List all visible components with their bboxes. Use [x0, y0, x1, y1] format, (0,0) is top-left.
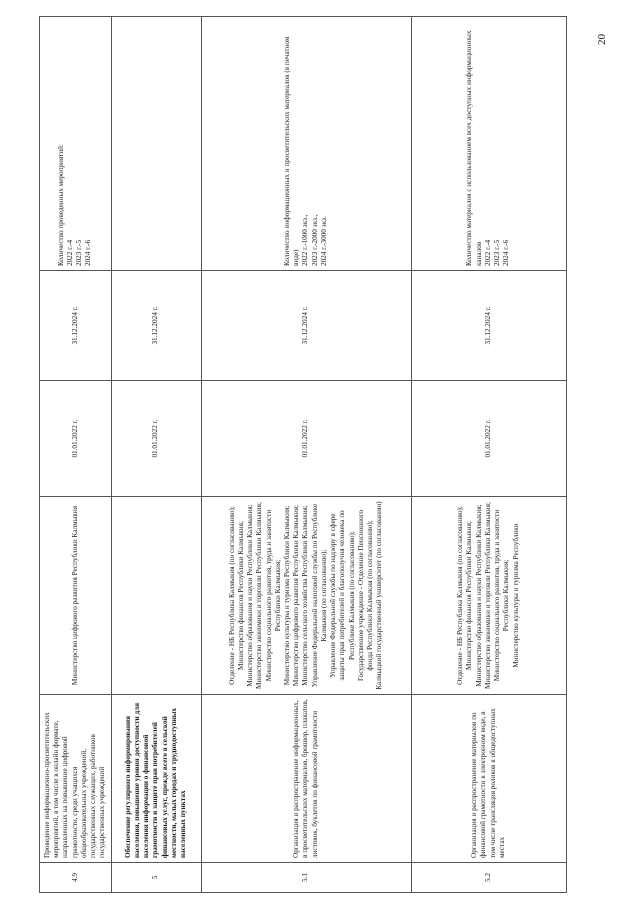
- executor-line: Министерство финансов Республики Калмыкия;: [465, 521, 474, 670]
- executor-line: Министерство цифрового развития Республики Калмыкия: [70, 505, 79, 686]
- indicator-line: Количество проведенных мероприятий:: [56, 143, 65, 266]
- start-date: 01.01.2022 г.: [111, 381, 201, 497]
- executor-line: Калмыцкий государственный университет (по согласованию): [375, 501, 384, 690]
- start-date: 01.01.2022 г.: [40, 381, 112, 497]
- table-row: [111, 17, 201, 893]
- executor-line: Министерство экономики и торговли Республики Калмыкия;: [483, 502, 492, 689]
- executor-line: Управление Федеральной налоговой службы по Республике Калмыкия (по согласованию);: [310, 503, 328, 688]
- executor-line: Государственное учреждение - Отделение Пенсионного фонда Республики Калмыкия (по согласованию);: [356, 510, 374, 681]
- executors-cell: [411, 497, 566, 695]
- start-date: 01.01.2022 г.: [201, 381, 411, 497]
- executor-line: Министерство культуры и туризма Республики Калмыкия;: [282, 505, 291, 686]
- indicator-line: 2024 г.-3000 экз.: [319, 216, 328, 266]
- executors-cell: [201, 497, 411, 695]
- start-date: 01.01.2022 г.: [411, 381, 566, 497]
- indicator-line: Количество материалов с использованием всех доступных информационных каналов: [465, 30, 483, 266]
- executor-line: Министерство экономики и торговли Республики Калмыкия;: [255, 502, 264, 689]
- item-number: 5.1: [201, 863, 411, 893]
- executor-line: Министерство финансов Республики Калмыкия;: [236, 521, 245, 670]
- activity-name: Проведение информационно-просветительских мероприятий, в том числе в онлайн формате, направленных на повышение цифровой грамотности, среди учащихся общеобразовательных учреждений, государственных служащих, работников государственных учреждений: [40, 695, 112, 863]
- indicator-line: 2023 г.-2000 экз.,: [310, 214, 319, 266]
- executor-line: Министерство цифрового развития Республики Калмыкия;: [292, 504, 301, 687]
- action-plan-table: [39, 16, 567, 893]
- end-date: 31.12.2024 г.: [201, 271, 411, 381]
- executors-cell: [111, 497, 201, 695]
- executor-line: Министерство сельского хозяйства Республики Калмыкия;: [301, 505, 310, 686]
- executor-line: Отделение - НБ Республика Калмыкия (по согласованию);: [227, 506, 236, 685]
- indicator-cell: [411, 17, 566, 271]
- indicator-line: 2022 г.-1000 экз.,: [301, 214, 310, 266]
- indicator-cell: [40, 17, 112, 271]
- executor-line: Министерство социального развития, труда и занятости Республики Калмыкия;: [493, 509, 511, 682]
- executor-line: Министерство образования и науки Республики Калмыкия;: [246, 504, 255, 687]
- executor-line: Министерство образования и науки Республики Калмыкия;: [474, 504, 483, 687]
- activity-name: Организация и распространение материалов по финансовой грамотности в электронном виде, в том числе трансляция роликов в общедоступных местах: [411, 695, 566, 863]
- indicator-line: 2024 г.-6: [84, 239, 93, 266]
- item-number: 5.2: [411, 863, 566, 893]
- indicator-cell: [111, 17, 201, 271]
- executors-cell: [40, 497, 112, 695]
- executor-line: Министерство социального развития, труда и занятости Республики Калмыкия;: [264, 509, 282, 682]
- executor-line: Отделение - НБ Республика Калмыкия (по согласованию);: [456, 506, 465, 685]
- item-number: 4.9: [40, 863, 112, 893]
- indicator-line: 2022 г.-4: [483, 239, 492, 266]
- table-row: [411, 17, 566, 893]
- activity-name: Обеспечение регулярного информирования населения, повышение уровня доступности для населения информации о финансовой грамотности и защите прав потребителей финансовых услуг, прежде всего в сельской местности, малых городах и труднодоступных населенных пунктах: [111, 695, 201, 863]
- end-date: 31.12.2024 г.: [111, 271, 201, 381]
- indicator-line: 2022 г.-4: [66, 239, 75, 266]
- end-date: 31.12.2024 г.: [411, 271, 566, 381]
- executor-line: Министерство культуры и туризма Республики: [511, 523, 520, 668]
- indicator-cell: [201, 17, 411, 271]
- indicator-line: Количество информационных и просветительских материалов (в печатном виде): [282, 36, 301, 266]
- activity-name: Организация и распространение информационных, в просветительских материалов, брошюр, плакатов, листовок, буклетов по финансовой грамотности: [201, 695, 411, 863]
- indicator-line: 2023 г.-5: [75, 239, 84, 266]
- executor-line: Управление Федеральной службы по надзору в сфере защиты прав потребителей и благополучия человека по Республике Калмыкия (по согласованию);: [329, 510, 356, 681]
- table-row: [201, 17, 411, 893]
- table-row: [40, 17, 112, 893]
- item-number: 5: [111, 863, 201, 893]
- page-number: 20: [596, 34, 608, 45]
- end-date: 31.12.2024 г.: [40, 271, 112, 381]
- indicator-line: 2024 г.-6: [502, 239, 511, 266]
- indicator-line: 2023 г.-5: [493, 239, 502, 266]
